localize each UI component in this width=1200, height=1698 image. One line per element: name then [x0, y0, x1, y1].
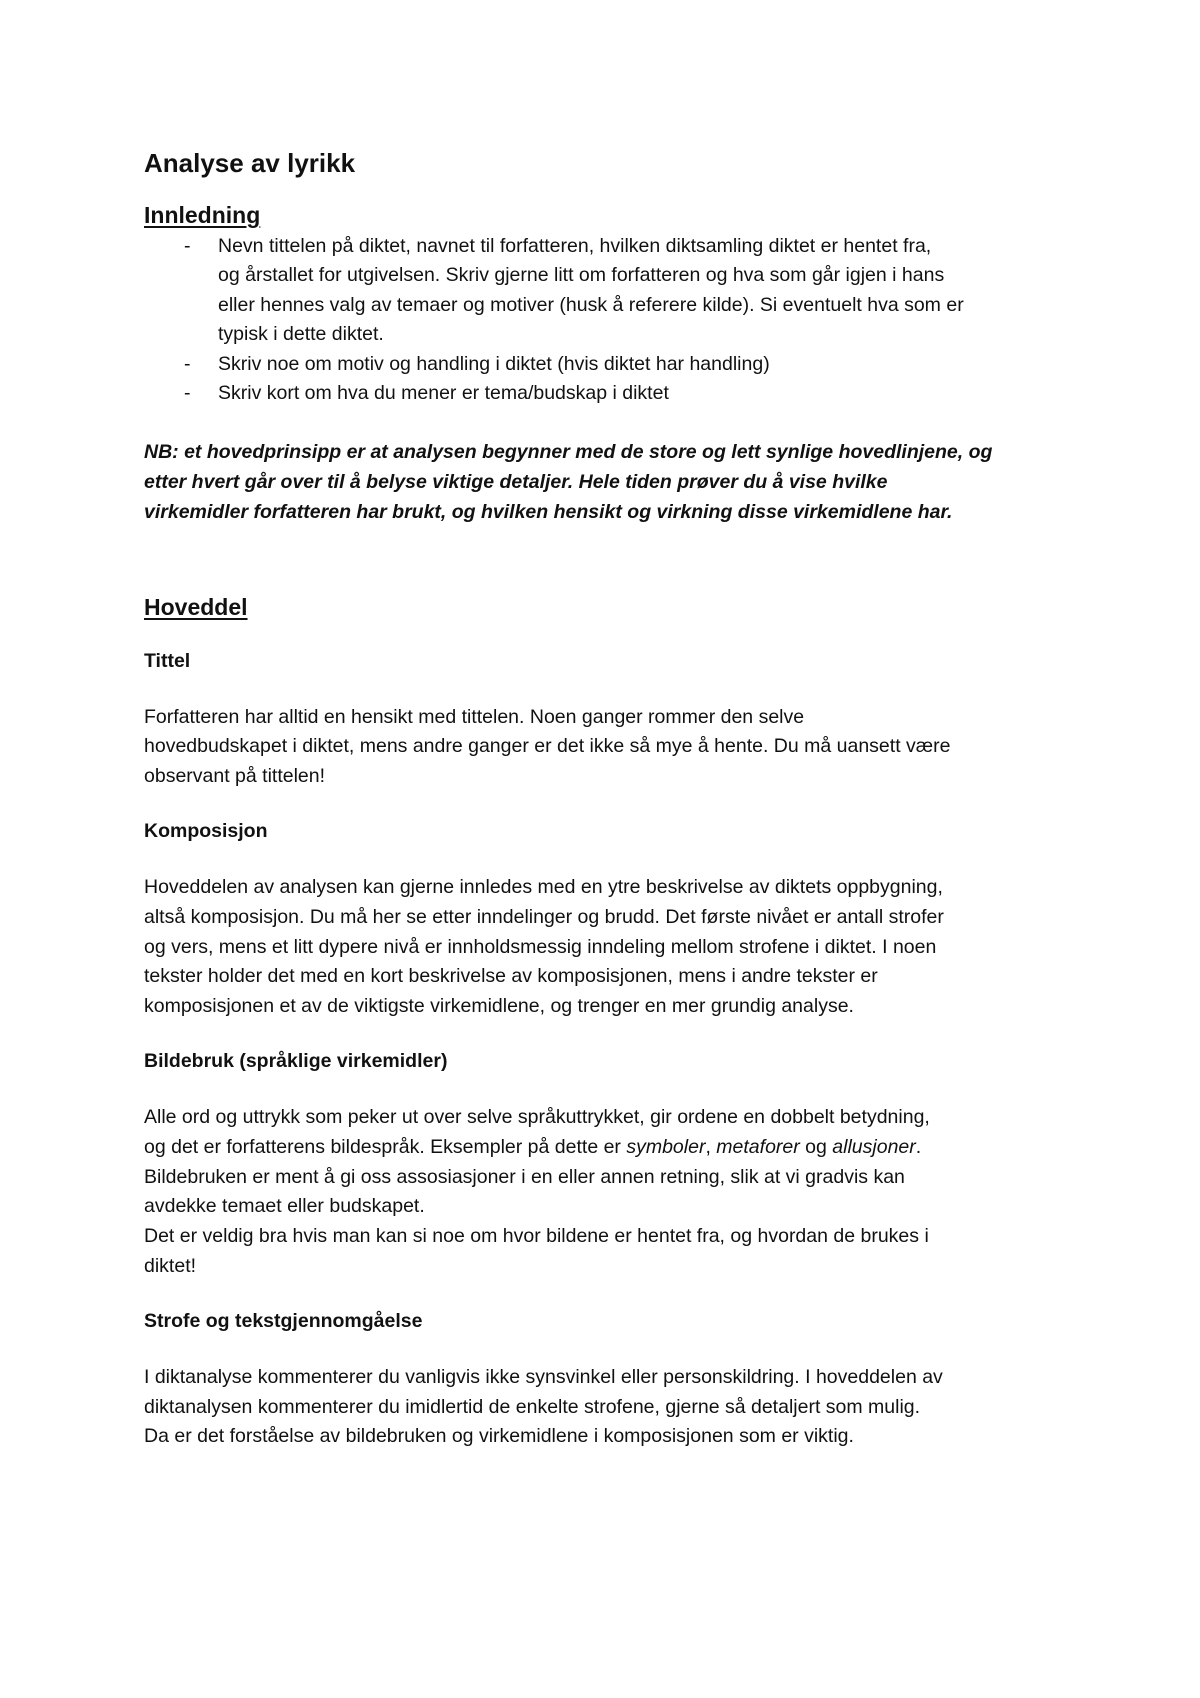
bullet-line: typisk i dette diktet. [218, 323, 384, 346]
bullet-dash: - [184, 382, 191, 405]
subsection-title-bildebruk: Bildebruk (språklige virkemidler) [144, 1050, 448, 1073]
nb-note-line: NB: et hovedprinsipp er at analysen begynner med de store og lett synlige hovedlinjene, og [144, 440, 993, 463]
term-metaforer: metaforer [716, 1135, 800, 1158]
paragraph-tittel [144, 703, 1064, 792]
bullet-line: Skriv kort om hva du mener er tema/budskap i diktet [218, 382, 669, 405]
paragraph-line: Da er det forståelse av bildebruken og virkemidlene i komposisjonen som er viktig. [144, 1425, 854, 1448]
line-text: og det er forfatterens bildespråk. Eksempler på dette er [144, 1135, 627, 1158]
line-end: . [915, 1135, 922, 1158]
paragraph-line: Hoveddelen av analysen kan gjerne innledes med en ytre beskrivelse av diktets oppbygning, [144, 876, 943, 899]
paragraph-line: komposisjonen et av de viktigste virkemidlene, og trenger en mer grundig analyse. [144, 995, 854, 1018]
paragraph-line: Alle ord og uttrykk som peker ut over selve språkuttrykket, gir ordene en dobbelt betydning, [144, 1106, 930, 1129]
bullet-line: og årstallet for utgivelsen. Skriv gjerne litt om forfatteren og hva som går igjen i hans [218, 264, 945, 287]
paragraph-line-with-terms [144, 1133, 1064, 1163]
bullet-line: Skriv noe om motiv og handling i diktet (hvis diktet har handling) [218, 352, 770, 375]
paragraph-line: diktet! [144, 1255, 197, 1278]
term-allusjoner: allusjoner [832, 1135, 916, 1158]
bullet-line: Nevn tittelen på diktet, navnet til forfatteren, hvilken diktsamling diktet er hentet fra, [218, 234, 932, 257]
bullet-line: eller hennes valg av temaer og motiver (husk å referere kilde). Si eventuelt hva som er [218, 293, 964, 316]
main-heading: Hoveddel [144, 593, 248, 620]
subsection-title-komposisjon: Komposisjon [144, 820, 268, 843]
separator: og [799, 1135, 833, 1158]
nb-note [144, 437, 1064, 527]
paragraph-bildebruk [144, 1103, 1064, 1282]
subsection-title-tittel: Tittel [144, 649, 191, 672]
paragraph-line: observant på tittelen! [144, 765, 326, 788]
paragraph-line: og vers, mens et litt dypere nivå er innholdsmessig inndeling mellom strofene i diktet. I noen [144, 935, 937, 958]
nb-note-line: virkemidler forfatteren har brukt, og hvilken hensikt og virkning disse virkemidlene har. [144, 500, 953, 523]
intro-bullet-list [144, 232, 1064, 409]
paragraph-line: hovedbudskapet i diktet, mens andre ganger er det ikke så mye å hente. Du må uansett være [144, 735, 951, 758]
intro-bullet-item [144, 379, 1064, 409]
paragraph-line: avdekke temaet eller budskapet. [144, 1195, 425, 1218]
intro-bullet-item [144, 350, 1064, 380]
paragraph-komposisjon [144, 873, 1064, 1022]
term-symboler: symboler [626, 1135, 706, 1158]
paragraph-line: diktanalysen kommenterer du imidlertid de enkelte strofene, gjerne så detaljert som mulig. [144, 1395, 921, 1418]
paragraph-line: tekster holder det med en kort beskrivelse av komposisjonen, mens i andre tekster er [144, 965, 878, 988]
nb-note-line: etter hvert går over til å belyse viktige detaljer. Hele tiden prøver du å vise hvilke [144, 470, 888, 493]
bullet-dash: - [184, 234, 191, 257]
document-title: Analyse av lyrikk [144, 148, 356, 178]
paragraph-strofe [144, 1363, 1064, 1452]
paragraph-line: altså komposisjon. Du må her se etter inndelinger og brudd. Det første nivået er antall strofer [144, 905, 944, 928]
bullet-dash: - [184, 352, 191, 375]
separator: , [705, 1135, 717, 1158]
document-page [144, 148, 1064, 1452]
subsection-title-strofe: Strofe og tekstgjennomgåelse [144, 1309, 423, 1332]
paragraph-line: Forfatteren har alltid en hensikt med tittelen. Noen ganger rommer den selve [144, 705, 805, 728]
intro-bullet-item [144, 232, 1064, 350]
paragraph-line: I diktanalyse kommenterer du vanligvis ikke synsvinkel eller personskildring. I hoveddelen av [144, 1365, 943, 1388]
paragraph-line: Bildebruken er ment å gi oss assosiasjoner i en eller annen retning, slik at vi gradvis kan [144, 1165, 905, 1188]
paragraph-line: Det er veldig bra hvis man kan si noe om hvor bildene er hentet fra, og hvordan de brukes i [144, 1225, 929, 1248]
intro-heading: Innledning [144, 202, 261, 229]
